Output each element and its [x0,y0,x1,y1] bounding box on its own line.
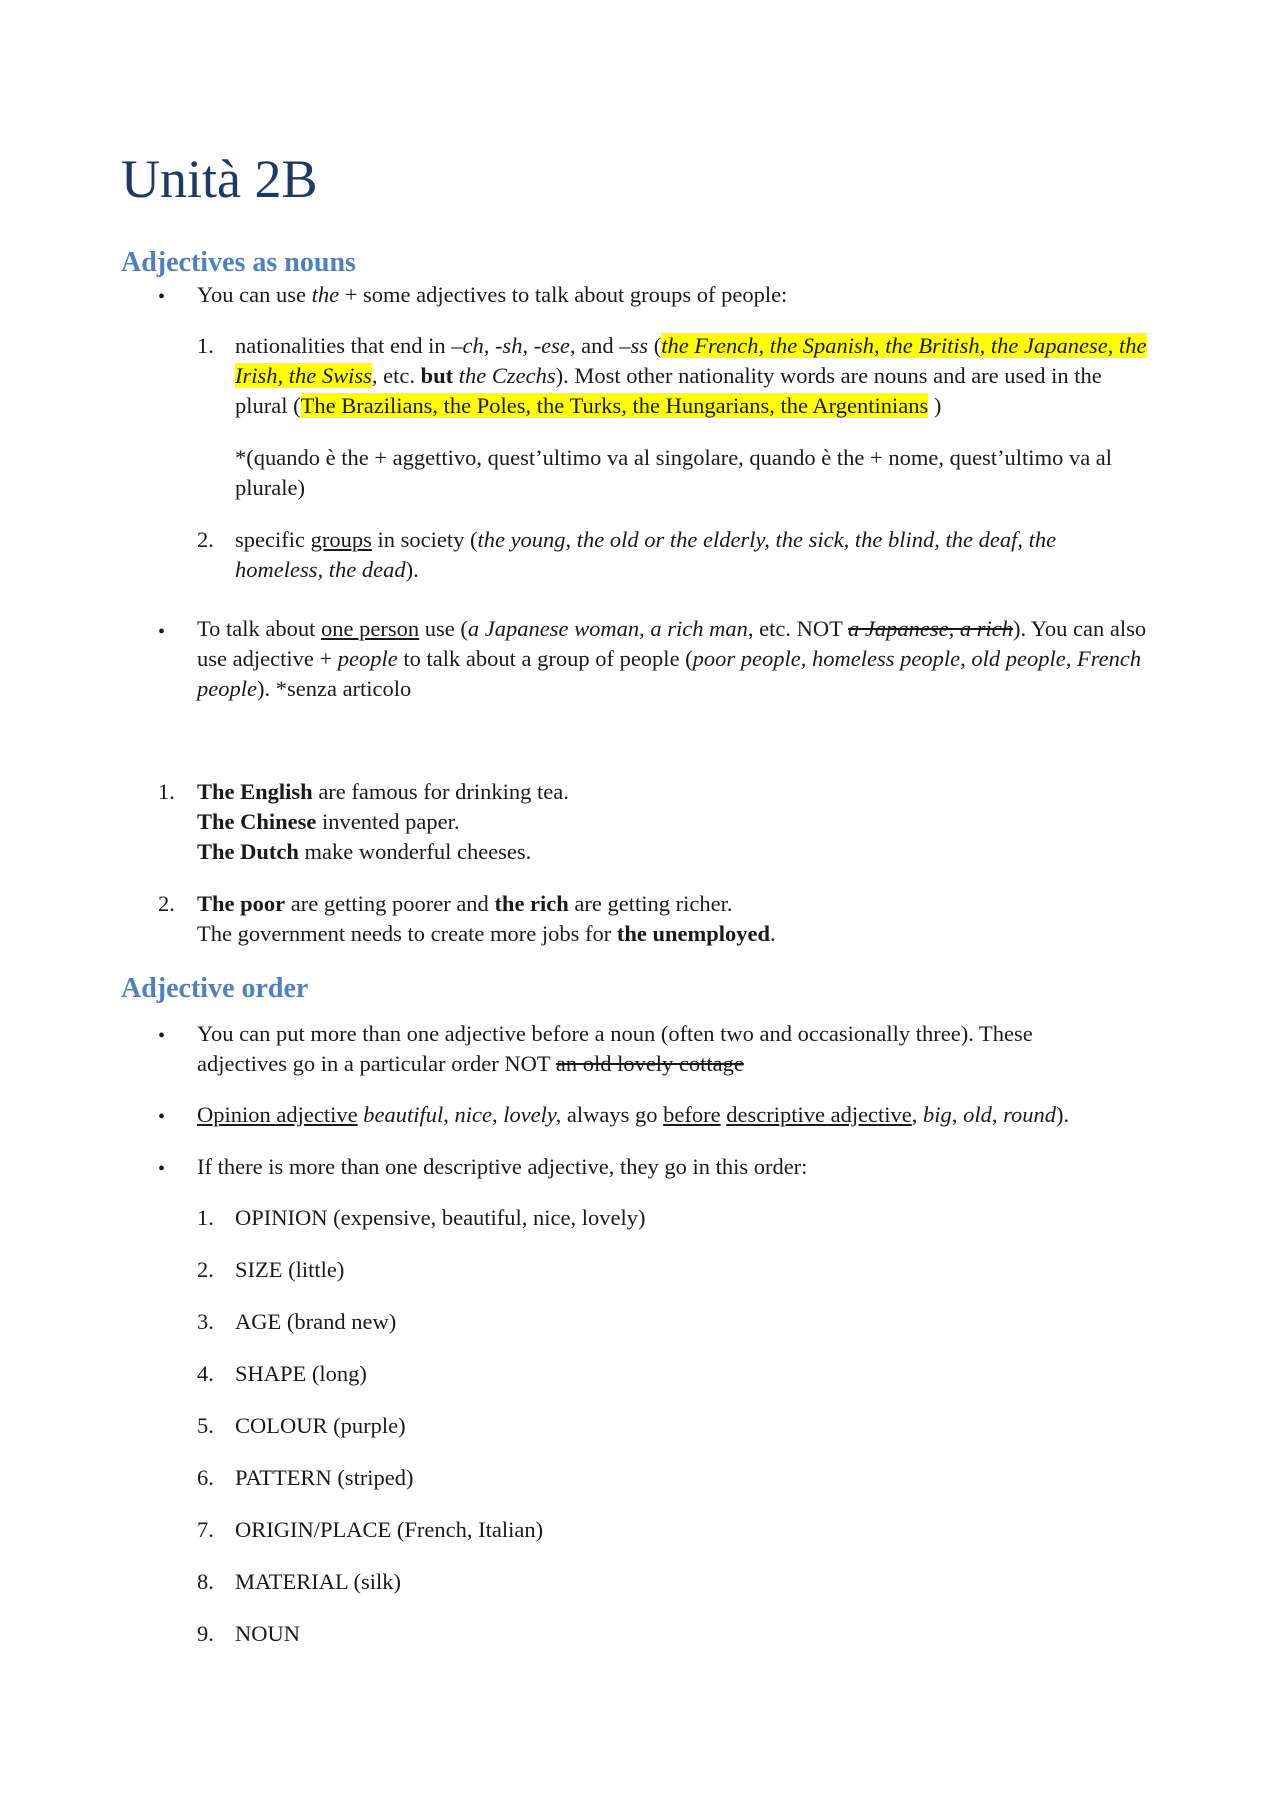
page-title: Unità 2B [121,149,318,209]
list-item: ORIGIN/PLACE (French, Italian) [235,1517,544,1542]
heading-adjectives-as-nouns: Adjectives as nouns [121,247,356,278]
list-number: 3. [197,1309,214,1334]
bullet-descriptive-order: If there is more than one descriptive adjective, they go in this order: [197,1154,808,1179]
bullet-one-person: To talk about one person use (a Japanese woman, a rich man, etc. NOT a Japanese, a rich). You can also use adjective + people to talk about a group of people (poor people, homeless people, old people, French people). *senza articolo [197,616,1147,701]
list-item: SIZE (little) [235,1257,345,1282]
list-number: 5. [197,1413,214,1438]
item-specific-groups: specific groups in society (the young, the old or the elderly, the sick, the blind, the deaf, the homeless, the dead). [235,527,1057,582]
bullet-glyph: • [158,1106,166,1128]
list-number: 8. [197,1569,214,1594]
examples-nationalities: The English are famous for drinking tea. The Chinese invented paper. The Dutch make wonderful cheeses. [197,779,569,864]
list-item: SHAPE (long) [235,1361,367,1386]
bullet-more-than-one: You can put more than one adjective before a noun (often two and occasionally three). These adjectives go in a particular order NOT an old lovely cottage [197,1021,1033,1076]
list-number: 4. [197,1361,214,1386]
list-number: 9. [197,1621,214,1646]
list-number: 2. [197,1257,214,1282]
list-number: 2. [197,527,214,552]
bullet-glyph: • [158,286,166,308]
bullet-opinion-before-descriptive: Opinion adjective beautiful, nice, lovely, always go before descriptive adjective, big, old, round). [197,1102,1070,1127]
item-nationalities: nationalities that end in –ch, -sh, -ese, and –ss (the French, the Spanish, the British, the Japanese, the Irish, the Swiss, etc. but the Czechs). Most other nationality words are nouns and are used in the plural (The Brazilians, the Poles, the Turks, the Hungarians, the Argentinians ) [235,333,1147,418]
list-item: NOUN [235,1621,300,1646]
list-item: COLOUR (purple) [235,1413,406,1438]
list-item: MATERIAL (silk) [235,1569,402,1594]
list-number: 7. [197,1517,214,1542]
list-number: 1. [158,779,175,804]
list-number: 1. [197,333,214,358]
heading-adjective-order: Adjective order [121,973,309,1004]
highlight-nationalities-ch-sh-ese-ss: the French, the Spanish, the British, the Japanese, the Irish, the Swiss [235,333,1147,388]
italian-note: *(quando è the + aggettivo, quest’ultimo va al singolare, quando è the + nome, quest’ultimo va al plurale) [235,445,1113,500]
bullet-glyph: • [158,1025,166,1047]
list-item: PATTERN (striped) [235,1465,414,1490]
list-number: 6. [197,1465,214,1490]
bullet-glyph: • [158,621,166,643]
examples-groups: The poor are getting poorer and the rich are getting richer. The government needs to create more jobs for the unemployed. [197,891,776,946]
list-item: AGE (brand new) [235,1309,397,1334]
list-number: 1. [197,1205,214,1230]
bullet-glyph: • [158,1158,166,1180]
list-number: 2. [158,891,175,916]
list-item: OPINION (expensive, beautiful, nice, lovely) [235,1205,646,1230]
highlight-plural-nationalities: The Brazilians, the Poles, the Turks, the Hungarians, the Argentinians [300,393,929,418]
bullet-use-the: You can use the + some adjectives to talk about groups of people: [197,282,788,307]
